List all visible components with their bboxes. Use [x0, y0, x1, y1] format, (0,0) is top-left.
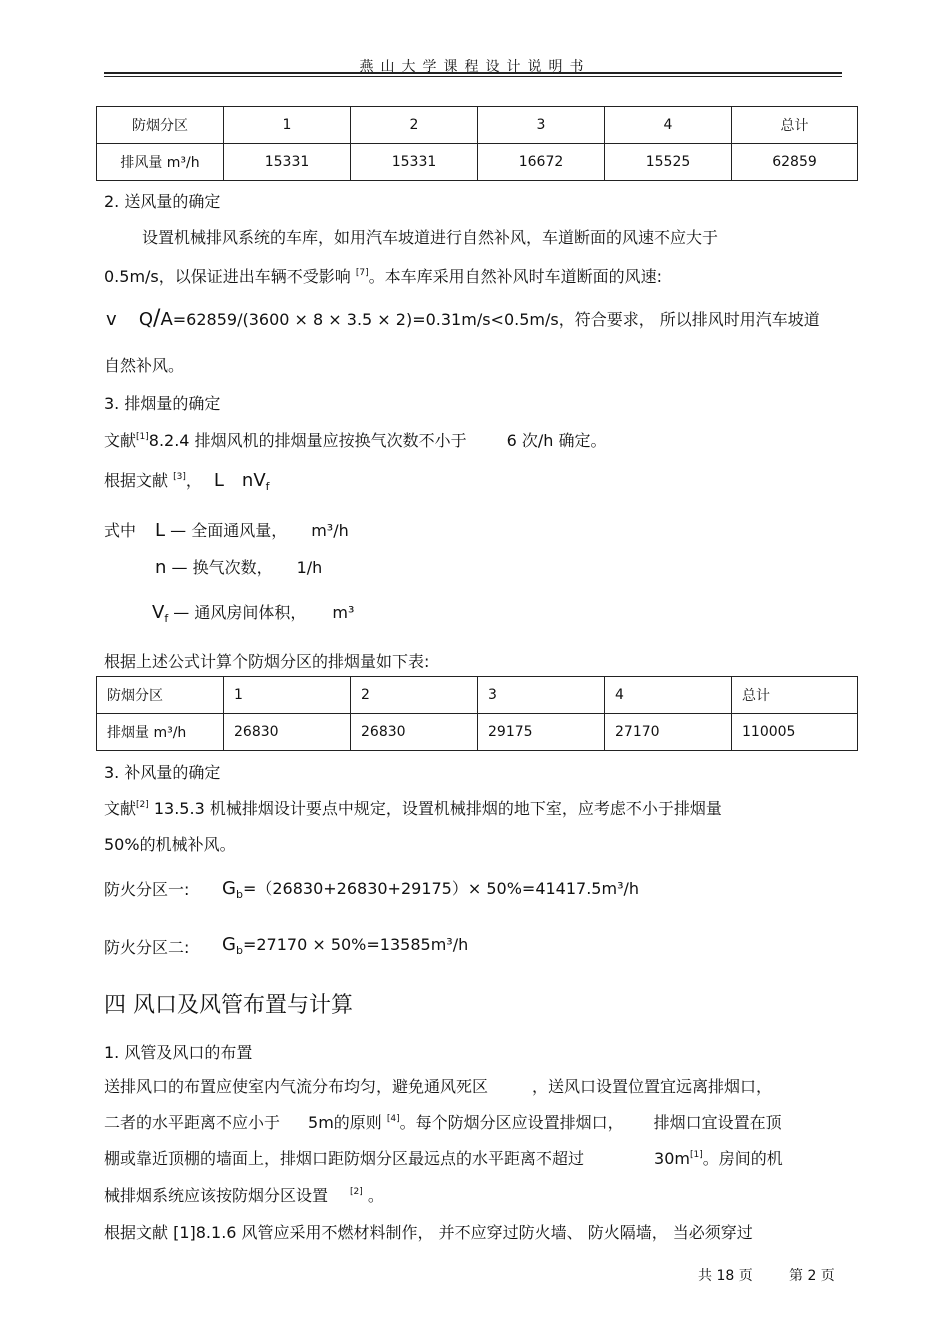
- chapter-title: 四 风口及风管布置与计算: [104, 993, 353, 1018]
- paragraph-line: 棚或靠近顶棚的墙面上，排烟口距防烟分区最远点的水平距离不超过 30m[1]。房间的机: [104, 1149, 783, 1168]
- velocity-formula: v Q/A=62859/(3600 × 8 × 3.5 × 2)=0.31m/s<0.5m/s，符合要求， 所以排风时用汽车坡道: [106, 306, 820, 331]
- where-item-l: L — 全面通风量， m³/h: [155, 520, 349, 541]
- section-heading-makeup: 3. 补风量的确定: [104, 763, 221, 782]
- paragraph-line: 自然补风。: [104, 356, 185, 375]
- zone-2-formula: $G_b=27170 \times 50\%=13585m^3/h$: [222, 934, 469, 957]
- paragraph-line: 二者的水平距离不应小于 5m的原则 [4]。每个防烟分区应设置排烟口， 排烟口宜设置在顶: [104, 1113, 782, 1132]
- table-cell: 27170: [605, 714, 732, 751]
- formula-line: 根据文献 [3]， L $nV_f$: [104, 470, 270, 493]
- header-rule-thick: [104, 72, 842, 74]
- table-cell: 1: [224, 677, 351, 714]
- page-number: 第 2 页: [789, 1268, 835, 1284]
- table-cell: 15331: [224, 144, 351, 181]
- paragraph-line: 50%的机械补风。: [104, 835, 236, 854]
- where-item-v: $V_f$ — 通风房间体积， m³: [152, 602, 355, 625]
- section-heading-smoke: 3. 排烟量的确定: [104, 394, 221, 413]
- table-cell: 15331: [351, 144, 478, 181]
- citation-ref: [7]: [355, 268, 369, 278]
- table-cell: 26830: [224, 714, 351, 751]
- where-item-n: n — 换气次数， 1/h: [155, 557, 323, 578]
- table-cell: 总计: [732, 107, 858, 144]
- header-rule-thin: [104, 76, 842, 77]
- table-row-label: 排烟量 m³/h: [97, 714, 224, 751]
- table-cell: 29175: [478, 714, 605, 751]
- table-cell: 防烟分区: [97, 107, 224, 144]
- paragraph-line: 械排烟系统应该按防烟分区设置 [2] 。: [104, 1186, 384, 1205]
- table-cell: 15525: [605, 144, 732, 181]
- page-header-title: 燕山大学课程设计说明书: [359, 59, 591, 75]
- table-row: [97, 144, 858, 181]
- table-cell: 3: [478, 107, 605, 144]
- section-heading-supply: 2. 送风量的确定: [104, 192, 221, 211]
- table-cell: 4: [605, 107, 732, 144]
- paragraph-line: 文献[2] 13.5.3 机械排烟设计要点中规定，设置机械排烟的地下室，应考虑不小于排烟量: [104, 799, 722, 818]
- table-cell: 4: [605, 677, 732, 714]
- table-row-label: 排风量 m³/h: [97, 144, 224, 181]
- table-cell: 1: [224, 107, 351, 144]
- paragraph-line: 文献[1]8.2.4 排烟风机的排烟量应按换气次数不小于 6 次/h 确定。: [104, 431, 607, 450]
- table-cell: 110005: [732, 714, 858, 751]
- table-cell: 3: [478, 677, 605, 714]
- zone-1-label: 防火分区一:: [104, 880, 190, 899]
- paragraph-line: 送排风口的布置应使室内气流分布均匀，避免通风死区 ，送风口设置位置宜远离排烟口，: [104, 1077, 773, 1096]
- table-cell: 16672: [478, 144, 605, 181]
- smoke-exhaust-table: [96, 676, 858, 751]
- exhaust-volume-table: [96, 106, 858, 181]
- table-cell: 总计: [732, 677, 858, 714]
- table-intro: 根据上述公式计算个防烟分区的排烟量如下表:: [104, 652, 430, 671]
- section-heading-layout: 1. 风管及风口的布置: [104, 1043, 253, 1062]
- paragraph-line: 设置机械排风系统的车库，如用汽车坡道进行自然补风，车道断面的风速不应大于: [142, 228, 719, 247]
- paragraph-line: 根据文献 [1]8.1.6 风管应采用不燃材料制作， 并不应穿过防火墙、 防火隔墙， 当必须穿过: [104, 1223, 753, 1242]
- zone-2-label: 防火分区二:: [104, 938, 190, 957]
- table-row: [97, 714, 858, 751]
- table-header-row: [97, 677, 858, 714]
- table-cell: 防烟分区: [97, 677, 224, 714]
- table-cell: 2: [351, 107, 478, 144]
- zone-1-formula: $G_b=(26830+26830+29175)\times 50\%=41417.5m^3/h$: [222, 878, 640, 901]
- table-cell: 26830: [351, 714, 478, 751]
- paragraph-line: 0.5m/s，以保证进出车辆不受影响 [7]。本车库采用自然补风时车道断面的风速:: [104, 267, 663, 286]
- page-total: 共 18 页: [698, 1268, 753, 1284]
- table-cell: 2: [351, 677, 478, 714]
- table-cell: 62859: [732, 144, 858, 181]
- table-header-row: [97, 107, 858, 144]
- where-label: 式中: [104, 521, 137, 540]
